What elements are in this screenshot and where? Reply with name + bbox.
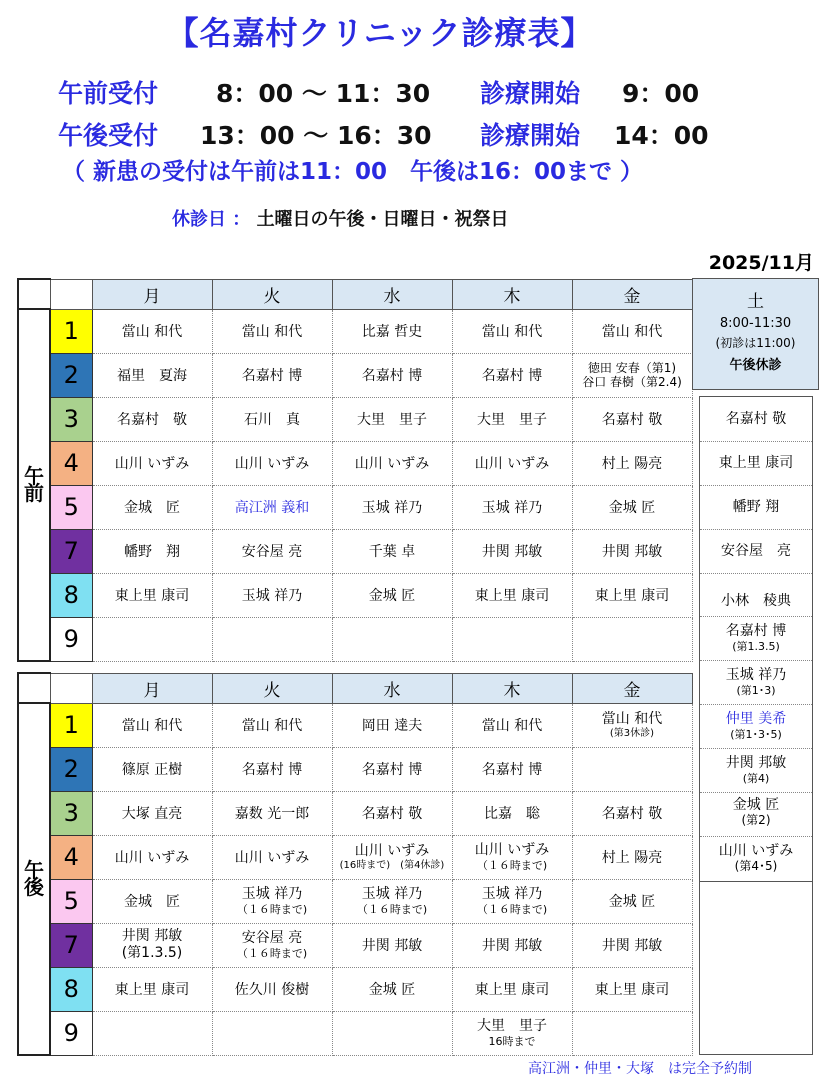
doctor-cell: 井関 邦敏 <box>572 923 692 967</box>
doctor-cell-with-note <box>572 703 692 747</box>
doctor-cell: 名嘉村 敬 <box>92 397 212 441</box>
room-number: 5 <box>50 485 92 529</box>
doctor-name: 名嘉村 博 <box>725 623 787 639</box>
doctor-name: 玉城 祥乃 <box>241 886 303 902</box>
doctor-name: 玉城 祥乃 <box>361 886 423 902</box>
doctor-cell: 玉城 祥乃 <box>332 485 452 529</box>
holiday-text: 土曜日の午後・日曜日・祝祭日 <box>256 209 509 230</box>
doctor-name: 仲里 美希 <box>725 711 787 727</box>
schedule-note: (第1.3.5) <box>732 640 780 653</box>
saturday-cell: 幡野 翔 <box>700 485 812 530</box>
doctor-cell: 井関 邦敏 <box>572 529 692 573</box>
doctor-cell: 山川 いずみ <box>92 441 212 485</box>
doctor-name: 山川 いずみ <box>474 842 550 858</box>
doctor-cell: 名嘉村 博 <box>452 353 572 397</box>
doctor-cell: 山川 いずみ <box>332 441 452 485</box>
doctor-cell: 大里 里子 <box>332 397 452 441</box>
doctor-line: 谷口 春樹（第2.4) <box>582 375 682 389</box>
schedule-note: (第1･3･5) <box>730 728 782 741</box>
doctor-cell: 村上 陽亮 <box>572 835 692 879</box>
saturday-cell <box>700 705 812 749</box>
room-number: 4 <box>50 835 92 879</box>
doctor-name: 山川 いずみ <box>354 842 430 859</box>
doctor-cell: 大里 里子 <box>452 397 572 441</box>
room-number: 8 <box>50 967 92 1011</box>
room-number: 8 <box>50 573 92 617</box>
room-number: 2 <box>50 353 92 397</box>
room-number: 5 <box>50 879 92 923</box>
doctor-line: 徳田 安春（第1) <box>587 361 677 375</box>
doctor-cell: 名嘉村 敬 <box>572 397 692 441</box>
schedule-month: 2025/11月 <box>708 252 814 274</box>
doctor-cell: 東上里 康司 <box>452 967 572 1011</box>
doctor-name: 安谷屋 亮 <box>241 930 303 946</box>
doctor-cell-with-note <box>212 879 332 923</box>
doctor-name: 玉城 祥乃 <box>481 886 543 902</box>
doctor-cell <box>92 1011 212 1055</box>
day-header-wed: 水 <box>332 279 452 309</box>
saturday-cell <box>700 793 812 837</box>
room-header-blank <box>50 673 92 703</box>
saturday-doctor-list <box>699 396 813 882</box>
doctor-cell: 比嘉 哲史 <box>332 309 452 353</box>
doctor-cell: 比嘉 聡 <box>452 791 572 835</box>
doctor-cell <box>572 617 692 661</box>
room-number: 3 <box>50 397 92 441</box>
doctor-cell: 山川 いずみ <box>92 835 212 879</box>
saturday-pm-closed: 午後休診 <box>729 358 782 373</box>
doctor-name: 山川 いずみ <box>718 843 794 859</box>
day-header-mon: 月 <box>92 673 212 703</box>
room-number: 2 <box>50 747 92 791</box>
doctor-cell: 名嘉村 博 <box>332 747 452 791</box>
doctor-cell: 山川 いずみ <box>452 441 572 485</box>
doctor-cell: 佐久川 俊樹 <box>212 967 332 1011</box>
doctor-cell: 東上里 康司 <box>452 573 572 617</box>
day-header-wed: 水 <box>332 673 452 703</box>
schedule-note: (第3休診) <box>609 727 655 739</box>
doctor-cell: 金城 匠 <box>572 879 692 923</box>
schedule-note: （１６時まで) <box>236 903 308 916</box>
doctor-cell-with-note <box>332 835 452 879</box>
doctor-cell: 當山 和代 <box>212 309 332 353</box>
holiday-line <box>172 205 509 231</box>
schedule-note: （１６時まで) <box>476 859 548 872</box>
doctor-cell: 玉城 祥乃 <box>212 573 332 617</box>
doctor-cell: 幡野 翔 <box>92 529 212 573</box>
new-patient-note: （ 新患の受付は午前は11：00 午後は16：00まで ） <box>62 159 644 185</box>
doctor-name: 井関 邦敏 <box>725 755 787 771</box>
doctor-cell: 玉城 祥乃 <box>452 485 572 529</box>
schedule-note: （１６時まで) <box>356 903 428 916</box>
doctor-cell <box>332 1011 452 1055</box>
saturday-cell <box>700 749 812 793</box>
period-header-blank <box>18 279 50 309</box>
schedule-note: (16時まで) (第4休診) <box>339 859 445 871</box>
period-char: 午 <box>24 464 44 488</box>
doctor-cell: 名嘉村 博 <box>212 353 332 397</box>
doctor-name: 當山 和代 <box>601 710 663 727</box>
saturday-hours: 8:00-11:30 <box>719 316 792 331</box>
am-start-time: 9：00 <box>622 79 700 108</box>
day-header-thu: 木 <box>452 279 572 309</box>
am-reception-time: 8：00 〜 11：30 <box>216 79 431 108</box>
doctor-cell-with-note <box>452 835 572 879</box>
pm-reception-time: 13：00 〜 16：30 <box>200 121 432 150</box>
period-label-morning <box>18 309 50 661</box>
room-number: 1 <box>50 703 92 747</box>
holiday-label: 休診日 <box>172 209 226 230</box>
schedule-note: (第4･5) <box>734 859 778 873</box>
room-number: 7 <box>50 923 92 967</box>
doctor-name: 玉城 祥乃 <box>725 667 787 683</box>
doctor-cell: 東上里 康司 <box>572 967 692 1011</box>
doctor-cell: 嘉数 光一郎 <box>212 791 332 835</box>
period-char: 後 <box>24 875 44 899</box>
doctor-cell-reservation: 高江洲 義和 <box>212 485 332 529</box>
doctor-cell: 岡田 達夫 <box>332 703 452 747</box>
room-number: 7 <box>50 529 92 573</box>
saturday-cell: 小林 稜典 <box>700 573 812 617</box>
doctor-cell: 安谷屋 亮 <box>212 529 332 573</box>
doctor-cell: 篠原 正樹 <box>92 747 212 791</box>
reservation-footnote: 高江洲・仲里・大塚 は完全予約制 <box>528 1061 752 1077</box>
page-title: 【名嘉村クリニック診療表】 <box>166 14 594 52</box>
doctor-cell: 名嘉村 博 <box>452 747 572 791</box>
saturday-cell: 安谷屋 亮 <box>700 529 812 574</box>
day-header-thu: 木 <box>452 673 572 703</box>
day-header-mon: 月 <box>92 279 212 309</box>
doctor-cell: 當山 和代 <box>92 309 212 353</box>
room-number: 1 <box>50 309 92 353</box>
doctor-cell: 山川 いずみ <box>212 441 332 485</box>
doctor-cell: 大塚 直亮 <box>92 791 212 835</box>
doctor-cell <box>572 1011 692 1055</box>
doctor-cell: 東上里 康司 <box>92 573 212 617</box>
saturday-cell: 東上里 康司 <box>700 441 812 486</box>
doctor-cell-multi <box>572 353 692 397</box>
schedule-note: 16時まで <box>488 1035 536 1048</box>
schedule-note: （１６時まで) <box>236 947 308 960</box>
am-start-label: 診療開始 <box>480 79 581 108</box>
saturday-empty-area <box>699 880 813 1055</box>
room-number: 9 <box>50 617 92 661</box>
doctor-cell: 金城 匠 <box>332 967 452 1011</box>
saturday-first-visit: (初診は11:00) <box>715 336 796 350</box>
doctor-cell: 當山 和代 <box>452 703 572 747</box>
period-char: 前 <box>24 481 44 505</box>
schedule-note: (第2) <box>741 813 771 827</box>
doctor-cell: 井関 邦敏 <box>332 923 452 967</box>
room-number: 9 <box>50 1011 92 1055</box>
am-reception-label: 午前受付 <box>58 79 159 108</box>
day-header-fri: 金 <box>572 673 692 703</box>
room-number: 3 <box>50 791 92 835</box>
day-header-sat: 土 <box>747 292 764 312</box>
schedule-note: (第1.3.5) <box>121 945 183 961</box>
doctor-cell: 當山 和代 <box>92 703 212 747</box>
doctor-cell: 當山 和代 <box>572 309 692 353</box>
day-header-tue: 火 <box>212 279 332 309</box>
day-header-tue: 火 <box>212 673 332 703</box>
saturday-cell: 名嘉村 敬 <box>700 397 812 442</box>
doctor-cell-with-note <box>212 923 332 967</box>
saturday-cell <box>700 661 812 705</box>
doctor-cell-with-note <box>452 1011 572 1055</box>
doctor-cell: 井関 邦敏 <box>452 923 572 967</box>
schedule-note: (第1･3) <box>736 684 776 697</box>
afternoon-schedule-table <box>17 672 693 1056</box>
room-header-blank <box>50 279 92 309</box>
doctor-cell-with-note <box>92 923 212 967</box>
doctor-cell: 當山 和代 <box>452 309 572 353</box>
schedule-note: （１６時まで) <box>476 903 548 916</box>
doctor-cell <box>332 617 452 661</box>
period-label-afternoon <box>18 703 50 1055</box>
saturday-cell <box>700 837 812 881</box>
room-number: 4 <box>50 441 92 485</box>
doctor-cell: 名嘉村 博 <box>212 747 332 791</box>
doctor-cell: 東上里 康司 <box>572 573 692 617</box>
doctor-cell: 金城 匠 <box>572 485 692 529</box>
doctor-cell <box>212 1011 332 1055</box>
doctor-name: 大里 里子 <box>477 1018 547 1034</box>
doctor-cell: 千葉 卓 <box>332 529 452 573</box>
doctor-cell <box>92 617 212 661</box>
doctor-name: 井関 邦敏 <box>121 928 183 944</box>
doctor-cell: 金城 匠 <box>92 879 212 923</box>
doctor-cell-with-note <box>332 879 452 923</box>
doctor-cell: 山川 いずみ <box>212 835 332 879</box>
schedule-note: (第4) <box>742 772 770 785</box>
doctor-cell: 金城 匠 <box>92 485 212 529</box>
doctor-cell <box>572 747 692 791</box>
doctor-cell: 福里 夏海 <box>92 353 212 397</box>
doctor-cell: 金城 匠 <box>332 573 452 617</box>
doctor-cell: 東上里 康司 <box>92 967 212 1011</box>
doctor-cell: 名嘉村 博 <box>332 353 452 397</box>
doctor-cell: 井関 邦敏 <box>452 529 572 573</box>
doctor-cell: 村上 陽亮 <box>572 441 692 485</box>
saturday-cell <box>700 617 812 661</box>
saturday-header <box>692 278 819 390</box>
pm-start-time: 14：00 <box>614 121 709 150</box>
doctor-name: 金城 匠 <box>732 797 780 813</box>
period-header-blank <box>18 673 50 703</box>
doctor-cell <box>452 617 572 661</box>
doctor-cell-with-note <box>452 879 572 923</box>
morning-schedule-table <box>17 278 693 662</box>
doctor-cell <box>212 617 332 661</box>
holiday-separator: ： <box>232 209 251 230</box>
doctor-cell: 名嘉村 敬 <box>332 791 452 835</box>
doctor-cell: 當山 和代 <box>212 703 332 747</box>
doctor-cell: 石川 真 <box>212 397 332 441</box>
period-char: 午 <box>24 858 44 882</box>
day-header-fri: 金 <box>572 279 692 309</box>
pm-start-label: 診療開始 <box>480 121 581 150</box>
doctor-cell: 名嘉村 敬 <box>572 791 692 835</box>
pm-reception-label: 午後受付 <box>58 121 159 150</box>
